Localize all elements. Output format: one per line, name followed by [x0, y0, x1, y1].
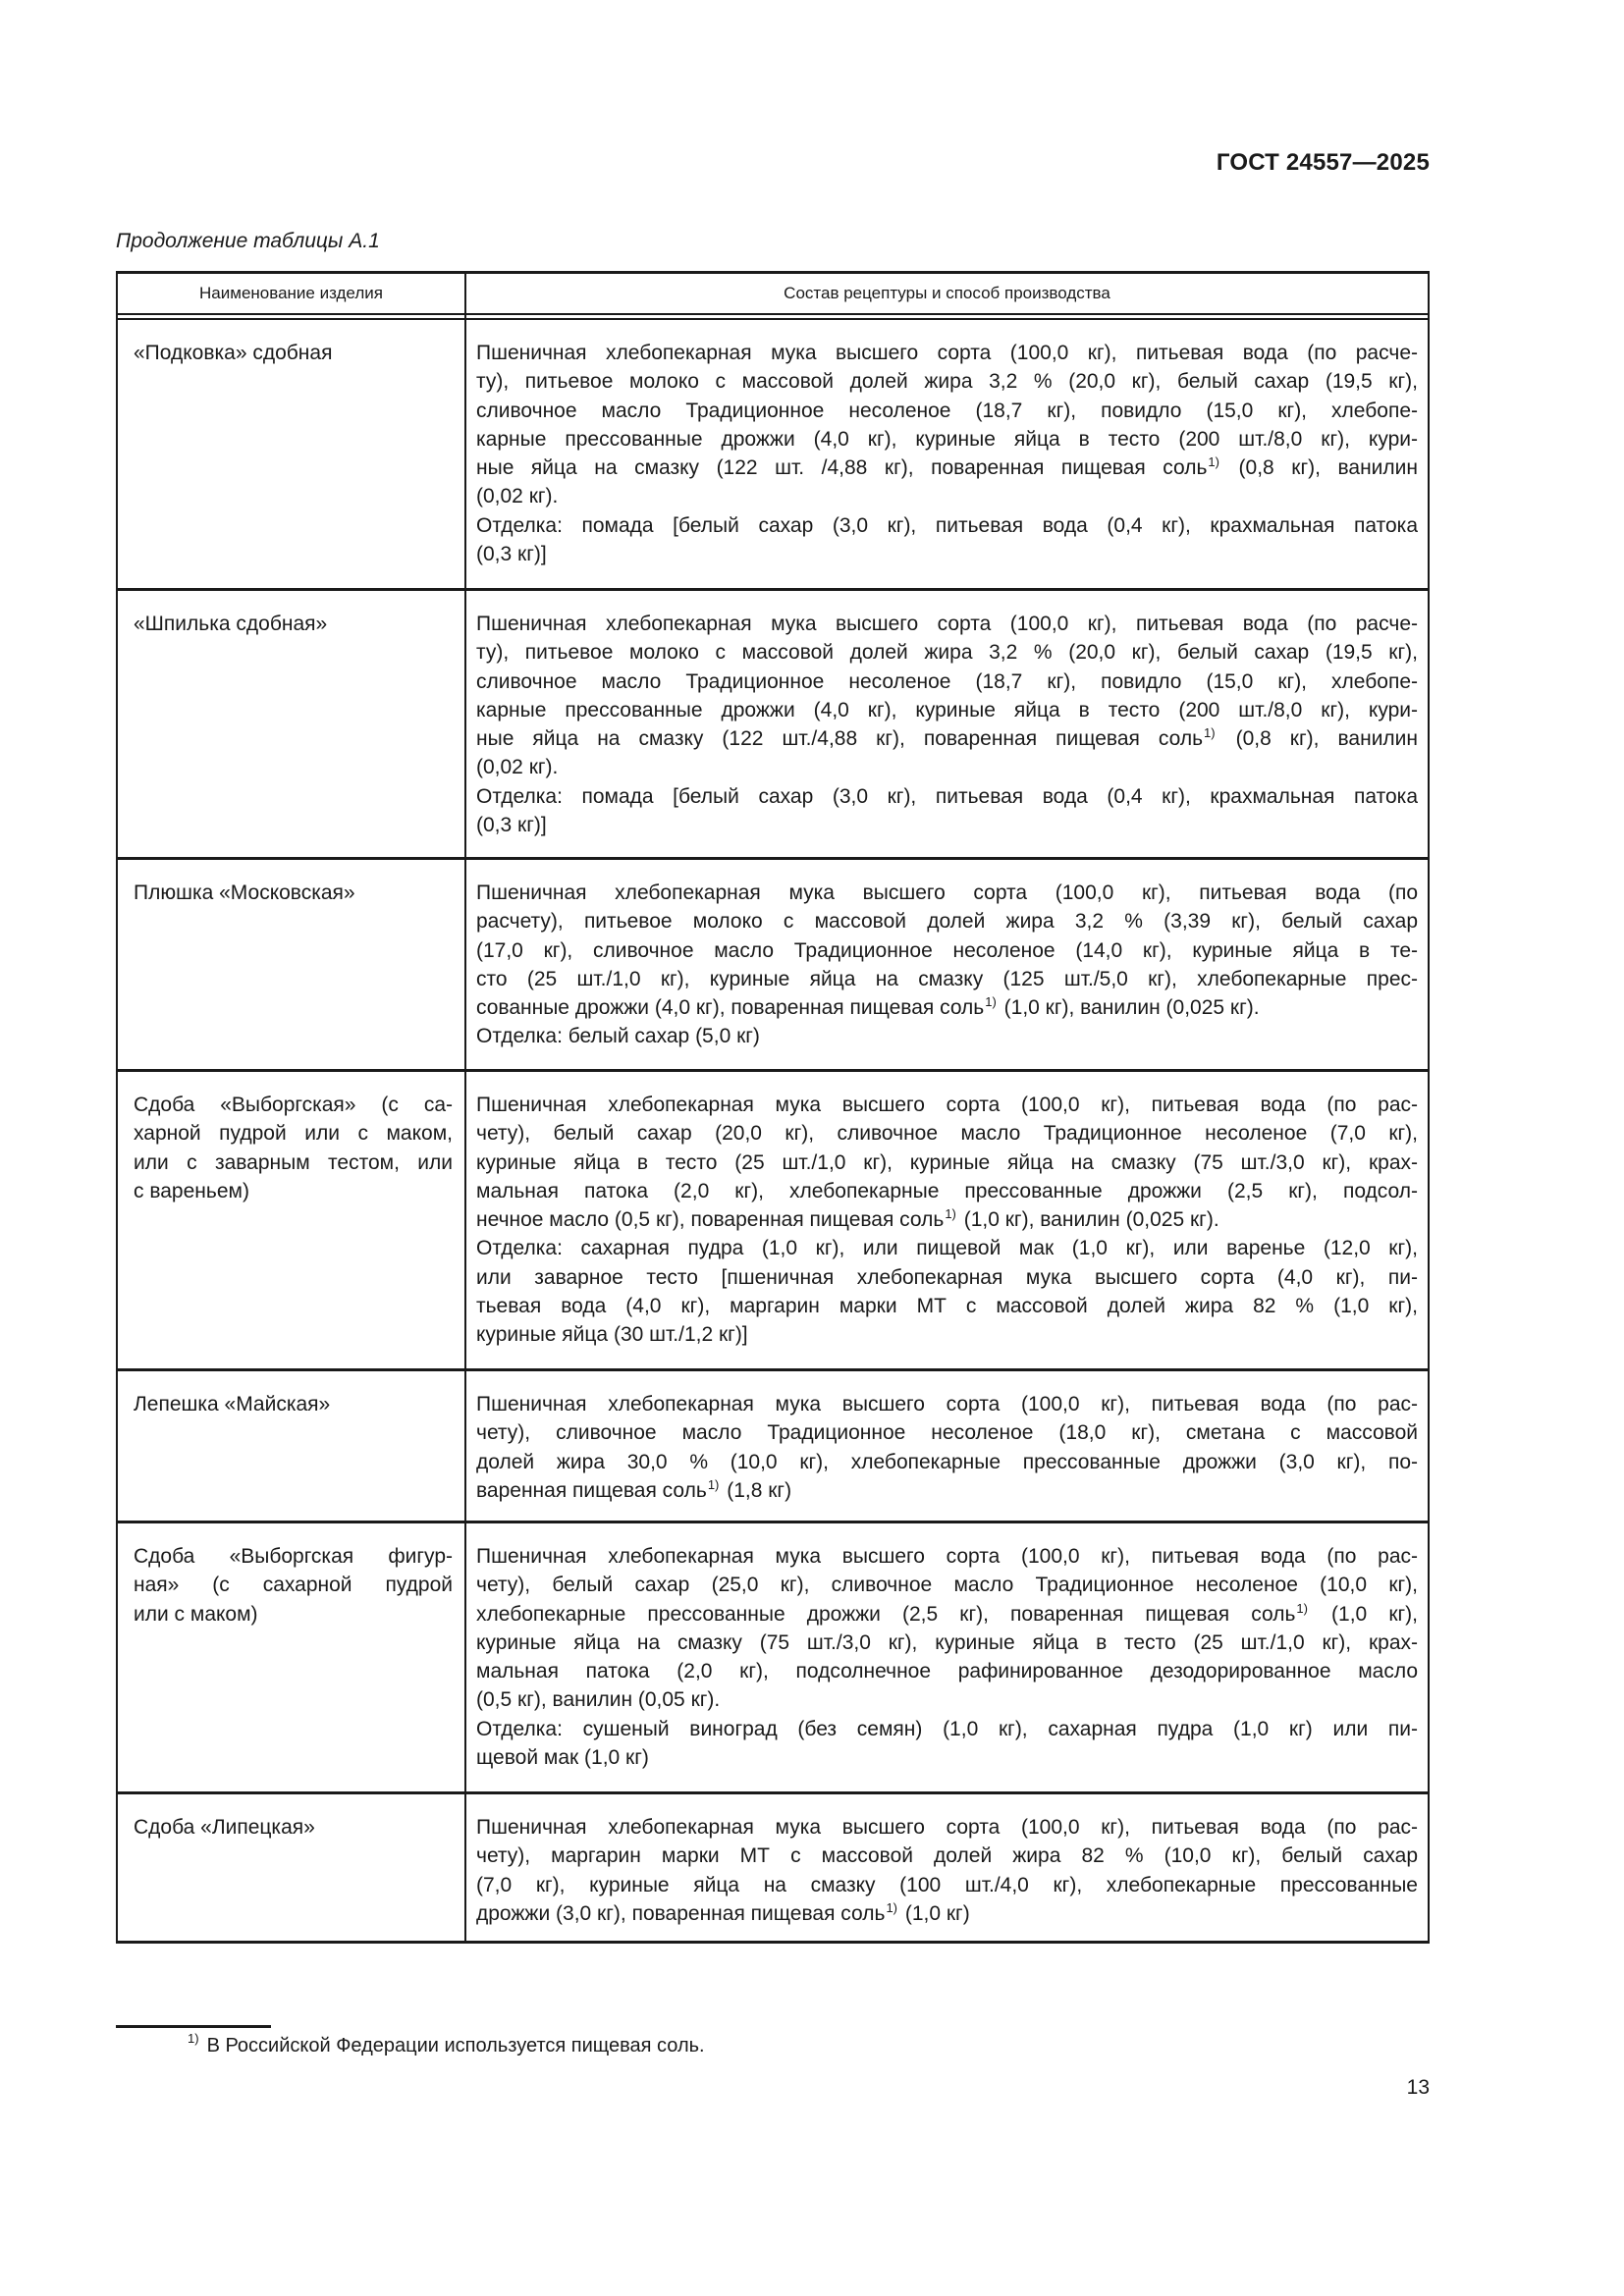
- composition-line: Пшеничная хлебопекарная мука высшего сорта (100,0 кг), питьевая вода (по рас-: [476, 1094, 1418, 1116]
- product-name-line: Сдоба «Липецкая»: [134, 1816, 315, 1839]
- footnote-reference: 1): [945, 1206, 956, 1222]
- footnote-rule: [116, 2025, 271, 2028]
- composition-line: сованные дрожжи (4,0 кг), поваренная пищевая соль$^{1)}$ (1,0 кг), ванилин (0,025 кг).: [476, 994, 1260, 1020]
- product-name-line: или с заварным тестом, или: [134, 1150, 453, 1174]
- product-name-cell: [118, 1523, 466, 1791]
- composition-line: Отделка: помада [белый сахар (3,0 кг), питьевая вода (0,4 кг), крахмальная патока: [476, 513, 1418, 537]
- column-header-product-name: Наименование изделия: [118, 274, 466, 313]
- footnote-reference: 1): [707, 1476, 720, 1492]
- composition-cell: [466, 1794, 1428, 1941]
- footnote-reference: 1): [1296, 1600, 1308, 1616]
- product-name-cell: [118, 1371, 466, 1521]
- composition-line: куриные яйца в тесто (25 шт./1,0 кг), куриные яйца на смазку (75 шт./3,0 кг), крах-: [476, 1150, 1418, 1174]
- product-name-line: «Подковка» сдобная: [134, 342, 333, 364]
- footnote-reference: 1): [1204, 725, 1216, 741]
- table-row: [116, 1368, 1430, 1521]
- composition-line: Пшеничная хлебопекарная мука высшего сорта (100,0 кг), питьевая вода (по расче-: [476, 613, 1418, 635]
- composition-line: (0,3 кг)]: [476, 814, 547, 837]
- composition-line: ные яйца на смазку (122 шт./4,88 кг), поваренная пищевая соль$^{1)}$ (0,8 кг), ванилин: [476, 725, 1418, 751]
- composition-line: (0,5 кг), ванилин (0,05 кг).: [476, 1688, 721, 1712]
- composition-line: дрожжи (3,0 кг), поваренная пищевая соль$^{1)}$ (1,0 кг): [476, 1899, 970, 1925]
- composition-line: долей жира 30,0 % (10,0 кг), хлебопекарные прессованные дрожжи (3,0 кг), по-: [476, 1450, 1418, 1473]
- composition-line: (17,0 кг), сливочное масло Традиционное несоленое (14,0 кг), куриные яйца в те-: [476, 938, 1418, 962]
- table-body: [116, 318, 1430, 1944]
- composition-line: мальная патока (2,0 кг), хлебопекарные прессованные дрожжи (2,5 кг), подсол-: [476, 1179, 1418, 1202]
- footnote-marker: 1): [188, 2031, 199, 2046]
- table-row: [116, 1791, 1430, 1944]
- composition-line: варенная пищевая соль$^{1)}$ (1,8 кг): [476, 1476, 792, 1502]
- composition-line: хлебопекарные прессованные дрожжи (2,5 кг), поваренная пищевая соль$^{1)}$ (1,0 кг),: [476, 1600, 1418, 1626]
- table-row: [116, 1521, 1430, 1791]
- product-name-cell: [118, 1794, 466, 1941]
- composition-line: ные яйца на смазку (122 шт. /4,88 кг), поваренная пищевая соль$^{1)}$ (0,8 кг), ванилин: [476, 454, 1418, 480]
- product-name-line: Лепешка «Майская»: [134, 1393, 331, 1415]
- column-header-composition: Состав рецептуры и способ производства: [784, 284, 1110, 302]
- composition-cell: [466, 860, 1428, 1069]
- composition-line: Отделка: сахарная пудра (1,0 кг), или пищевой мак (1,0 кг), или варенье (12,0 кг),: [476, 1237, 1418, 1260]
- composition-line: Отделка: помада [белый сахар (3,0 кг), питьевая вода (0,4 кг), крахмальная патока: [476, 784, 1418, 808]
- product-name-line: или с маком): [134, 1602, 258, 1626]
- composition-cell: [466, 1523, 1428, 1791]
- composition-line: (0,02 кг).: [476, 756, 559, 779]
- product-name-line: ная» (с сахарной пудрой: [134, 1574, 453, 1597]
- table-caption: Продолжение таблицы А.1: [116, 230, 380, 252]
- composition-line: тьевая вода (4,0 кг), маргарин марки МТ с массовой долей жира 82 % (1,0 кг),: [476, 1295, 1418, 1318]
- page-number: 13: [1406, 2076, 1430, 2099]
- composition-cell: [466, 320, 1428, 588]
- composition-line: Пшеничная хлебопекарная мука высшего сорта (100,0 кг), питьевая вода (по рас-: [476, 1545, 1418, 1568]
- product-name-line: «Шпилька сдобная»: [134, 613, 328, 635]
- footnote-reference: 1): [985, 994, 997, 1010]
- footnote-reference: 1): [1208, 454, 1219, 470]
- footnote: [187, 2031, 705, 2057]
- composition-line: (0,3 кг)]: [476, 543, 547, 566]
- composition-line: (0,02 кг).: [476, 485, 559, 508]
- table-row: [116, 857, 1430, 1069]
- footnote-text: В Российской Федерации используется пищевая соль.: [206, 2035, 705, 2056]
- document-code: ГОСТ 24557—2025: [1216, 149, 1430, 176]
- composition-line: Отделка: белый сахар (5,0 кг): [476, 1025, 760, 1048]
- composition-line: сливочное масло Традиционное несоленое (18,7 кг), повидло (15,0 кг), хлебопе-: [476, 669, 1418, 693]
- product-name-cell: [118, 860, 466, 1069]
- table-row: [116, 588, 1430, 857]
- composition-line: расчету), питьевое молоко с массовой долей жира 3,2 % (3,39 кг), белый сахар: [476, 910, 1418, 934]
- composition-line: чету), маргарин марки МТ с массовой долей жира 82 % (10,0 кг), белый сахар: [476, 1844, 1418, 1868]
- footnote-reference: 1): [886, 1899, 897, 1915]
- product-name-line: с вареньем): [134, 1179, 249, 1202]
- table-row: [116, 318, 1430, 588]
- product-name-line: Плюшка «Московская»: [134, 881, 355, 904]
- composition-line: (7,0 кг), куриные яйца на смазку (100 шт./4,0 кг), хлебопекарные прессованные: [476, 1873, 1418, 1896]
- product-name-cell: [118, 320, 466, 588]
- composition-line: чету), сливочное масло Традиционное несоленое (18,0 кг), сметана с массовой: [476, 1421, 1418, 1445]
- recipe-table: [116, 271, 1430, 1944]
- composition-line: Пшеничная хлебопекарная мука высшего сорта (100,0 кг), питьевая вода (по рас-: [476, 1816, 1418, 1839]
- product-name-line: харной пудрой или с маком,: [134, 1122, 453, 1146]
- composition-line: щевой мак (1,0 кг): [476, 1746, 649, 1770]
- composition-line: карные прессованные дрожжи (4,0 кг), куриные яйца в тесто (200 шт./8,0 кг), кури-: [476, 427, 1418, 451]
- product-name-cell: [118, 1072, 466, 1368]
- composition-line: или заварное тесто [пшеничная хлебопекарная мука высшего сорта (4,0 кг), пи-: [476, 1265, 1418, 1289]
- composition-cell: [466, 591, 1428, 857]
- product-name-line: Сдоба «Выборгская фигур-: [134, 1545, 453, 1568]
- composition-line: куриные яйца (30 шт./1,2 кг)]: [476, 1323, 748, 1347]
- composition-line: ту), питьевое молоко с массовой долей жира 3,2 % (20,0 кг), белый сахар (19,5 кг),: [476, 370, 1418, 394]
- table-row: [116, 1069, 1430, 1368]
- composition-cell: [466, 1072, 1428, 1368]
- composition-line: сливочное масло Традиционное несоленое (18,7 кг), повидло (15,0 кг), хлебопе-: [476, 399, 1418, 422]
- composition-line: чету), белый сахар (25,0 кг), сливочное масло Традиционное несоленое (10,0 кг),: [476, 1574, 1418, 1597]
- product-name-line: Сдоба «Выборгская» (с са-: [134, 1094, 453, 1116]
- composition-cell: [466, 1371, 1428, 1521]
- composition-line: Пшеничная хлебопекарная мука высшего сорта (100,0 кг), питьевая вода (по: [476, 881, 1418, 904]
- table-header-row: [116, 271, 1430, 315]
- composition-line: чету), белый сахар (20,0 кг), сливочное масло Традиционное несоленое (7,0 кг),: [476, 1122, 1418, 1146]
- composition-line: нечное масло (0,5 кг), поваренная пищевая соль$^{1)}$ (1,0 кг), ванилин (0,025 кг).: [476, 1206, 1219, 1232]
- composition-line: карные прессованные дрожжи (4,0 кг), куриные яйца в тесто (200 шт./8,0 кг), кури-: [476, 698, 1418, 721]
- composition-line: ту), питьевое молоко с массовой долей жира 3,2 % (20,0 кг), белый сахар (19,5 кг),: [476, 641, 1418, 665]
- composition-line: куриные яйца на смазку (75 шт./3,0 кг), куриные яйца в тесто (25 шт./1,0 кг), крах-: [476, 1630, 1418, 1654]
- product-name-cell: [118, 591, 466, 857]
- composition-line: мальная патока (2,0 кг), подсолнечное рафинированное дезодорированное масло: [476, 1660, 1418, 1683]
- composition-line: сто (25 шт./1,0 кг), куриные яйца на смазку (125 шт./5,0 кг), хлебопекарные прес-: [476, 967, 1418, 990]
- composition-line: Пшеничная хлебопекарная мука высшего сорта (100,0 кг), питьевая вода (по рас-: [476, 1393, 1418, 1415]
- composition-line: Пшеничная хлебопекарная мука высшего сорта (100,0 кг), питьевая вода (по расче-: [476, 342, 1418, 364]
- composition-line: Отделка: сушеный виноград (без семян) (1,0 кг), сахарная пудра (1,0 кг) или пи-: [476, 1717, 1418, 1740]
